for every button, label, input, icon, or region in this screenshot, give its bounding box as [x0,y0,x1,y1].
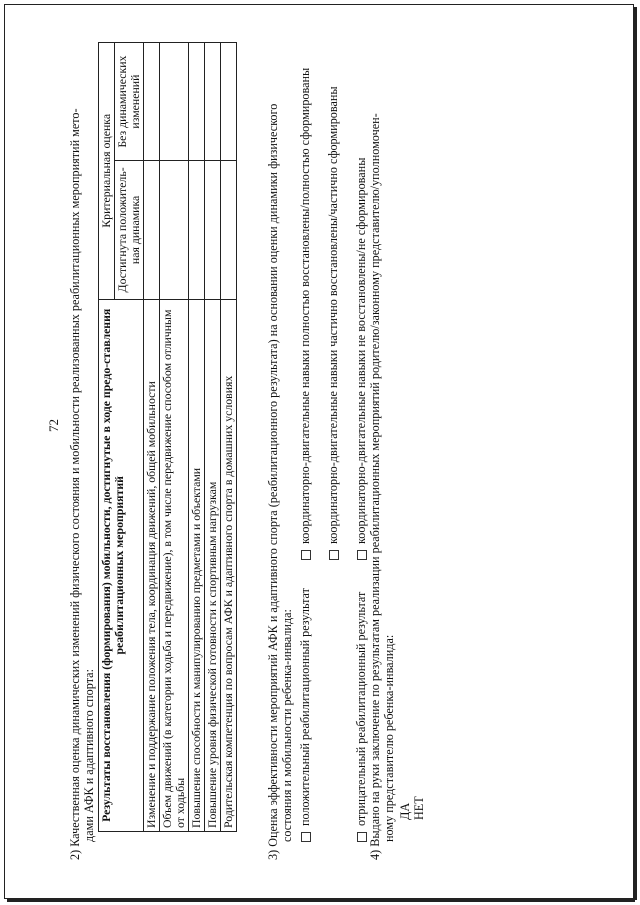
col-results-header: Результаты восстановления (формирования) мобильности, достигнутые в ходе предо-ставления реабилитационных мероприятий [99,299,144,831]
row-label: Изменение и поддержание положения тела, координация движений, общей мобильности [144,299,160,831]
positive-option-partial[interactable] [326,40,340,560]
table-row [160,43,189,832]
negative-option-label: координаторно-двигательные навыки не восстановлены/не сформированы [354,157,368,544]
checkbox-icon[interactable] [357,832,367,842]
section-3-title-line2: состояния и мобильности ребенка-инвалида: [280,609,294,842]
cell-no-change[interactable] [160,43,189,161]
table-row [221,43,237,832]
checkbox-icon[interactable] [329,550,339,560]
section-4-title-line2: ному представителю ребенка-инвалида: [382,634,396,842]
table-row [205,43,221,832]
section-4-title-line1: 4) Выдано на руки заключение по результатам реализации реабилитационных мероприятий родителю/законному представителю/уполномочен- [368,113,382,860]
checkbox-icon[interactable] [301,832,311,842]
col-criteria-header: Критериальная оценка [99,43,115,300]
positive-option-partial-label: координаторно-двигательные навыки частично восстановлены/частично сформированы [326,86,340,544]
cell-positive[interactable] [160,161,189,299]
positive-option-full-label: координаторно-двигательные навыки полностью восстановлены/полностью сформированы [298,67,312,544]
col-no-change-header: Без динамических изменений [115,43,144,161]
row-label: Повышение способности к манипулированию предметами и объектами [189,299,205,831]
cell-no-change[interactable] [205,43,221,161]
cell-no-change[interactable] [189,43,205,161]
col-positive-header: Достигнута положитель-ная динамика [115,161,144,299]
cell-no-change[interactable] [221,43,237,161]
row-label: Родительская компетенция по вопросам АФК и адаптивного спорта в домашних условиях [221,299,237,831]
cell-positive[interactable] [144,161,160,299]
rotated-page-content [68,40,428,860]
section-3 [266,40,368,860]
positive-result-option[interactable] [298,588,312,842]
cell-positive[interactable] [189,161,205,299]
positive-result-label: положительный реабилитационный результат [298,588,312,826]
cell-positive[interactable] [205,161,221,299]
negative-result-option[interactable] [354,592,368,842]
row-label: Объем движений (в категории ходьба и передвижение), в том числе передвижение способом отличным от ходьбы [160,299,189,831]
no-option[interactable]: НЕТ [412,796,426,820]
checkbox-icon[interactable] [301,550,311,560]
section-3-title-line1: 3) Оценка эффективности мероприятий АФК и адаптивного спорта (реабилитационного результата) на основании оценки динамики физического [266,103,280,860]
section-4 [368,40,426,860]
yes-option[interactable]: ДА [398,802,412,820]
table-row [144,43,160,832]
row-label: Повышение уровня физической готовности к спортивным нагрузкам [205,299,221,831]
checkbox-icon[interactable] [357,550,367,560]
positive-option-full[interactable] [298,40,312,560]
table-row [189,43,205,832]
cell-positive[interactable] [221,161,237,299]
section-2-title-line1: 2) Качественная оценка динамических изменений физического состояния и мобильности реализованных реабилитационных мероприятий мето- [68,108,82,860]
negative-option[interactable] [354,40,368,560]
section-2 [68,40,235,860]
page-number: 72 [46,419,61,432]
section-2-title-line2: дами АФК и адаптивного спорта: [82,669,96,842]
assessment-table [98,42,237,832]
cell-no-change[interactable] [144,43,160,161]
negative-result-label: отрицательный реабилитационный результат [354,591,368,826]
